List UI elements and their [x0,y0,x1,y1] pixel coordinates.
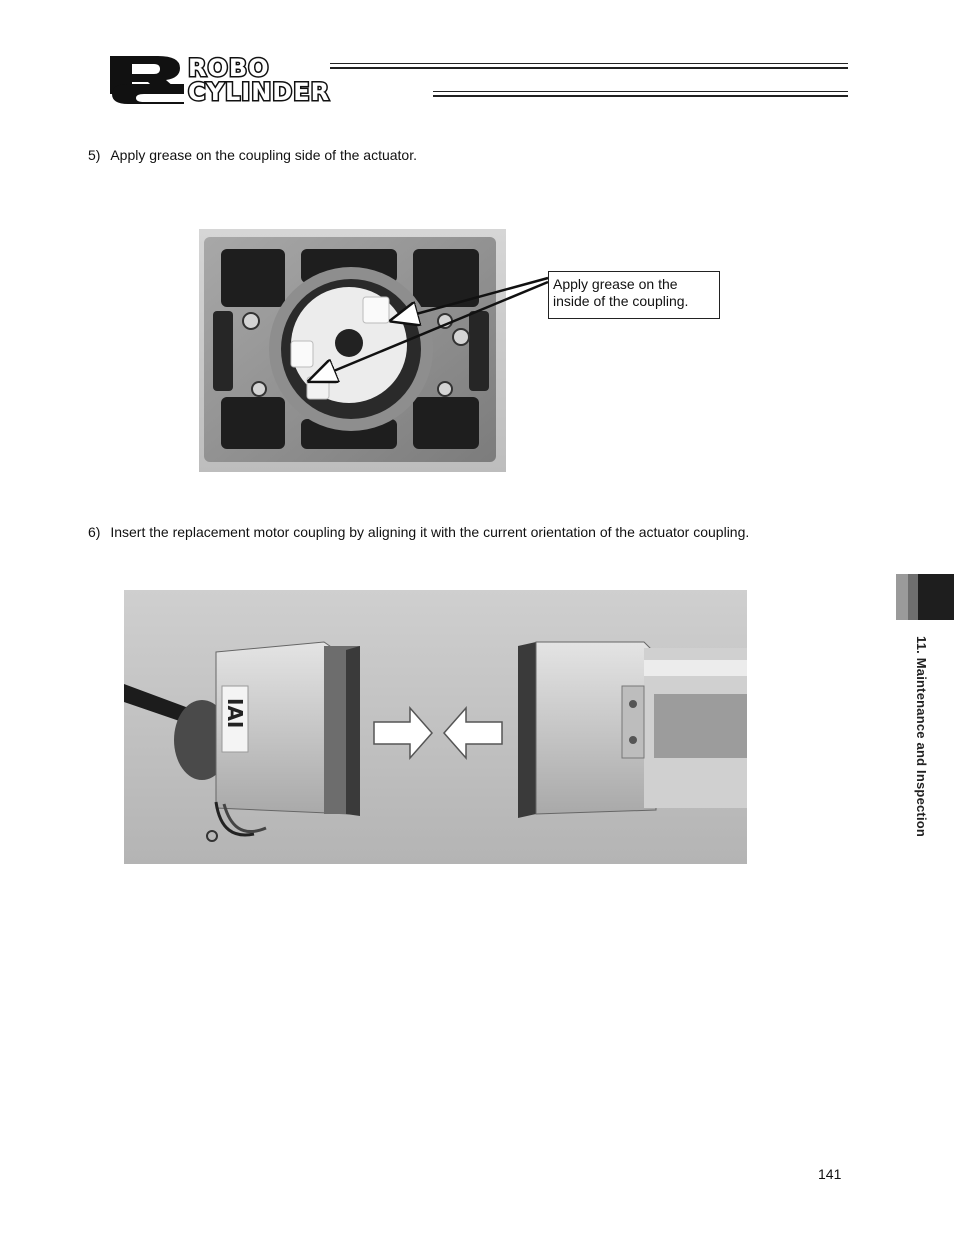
header-rule-bottom-2 [433,95,848,97]
callout-arrows [290,270,552,390]
brand-line2: CYLINDER [188,78,331,104]
callout-arrow-lower [312,282,548,380]
header-rule-top-1 [330,63,848,64]
step-5-text: Apply grease on the coupling side of the actuator. [110,147,417,163]
callout-line-1: Apply grease on the [553,276,678,292]
motor-iai-label: IAI [223,698,247,729]
step-6-number: 6) [88,524,101,540]
rc-monogram-icon [110,56,184,104]
chapter-side-label: 11. Maintenance and Inspection [914,636,929,838]
callout-line-2: inside of the coupling. [553,293,689,309]
robo-cylinder-logo [108,54,428,104]
step-5 [88,146,417,164]
chapter-tab [896,574,954,620]
grease-callout-box [548,271,720,319]
header-rule-bottom-1 [433,91,848,92]
page-number: 141 [818,1166,842,1182]
chapter-tab-dark [918,574,954,620]
step-6 [88,523,749,541]
step-6-text: Insert the replacement motor coupling by aligning it with the current orientation of the actuator coupling. [110,524,750,540]
brand-line1: ROBO [188,54,270,82]
chapter-tab-mid [908,574,918,620]
header-rule-top-2 [330,67,848,69]
chapter-tab-light [896,574,908,620]
step-5-number: 5) [88,147,101,163]
motor-actuator-photo [124,590,747,864]
